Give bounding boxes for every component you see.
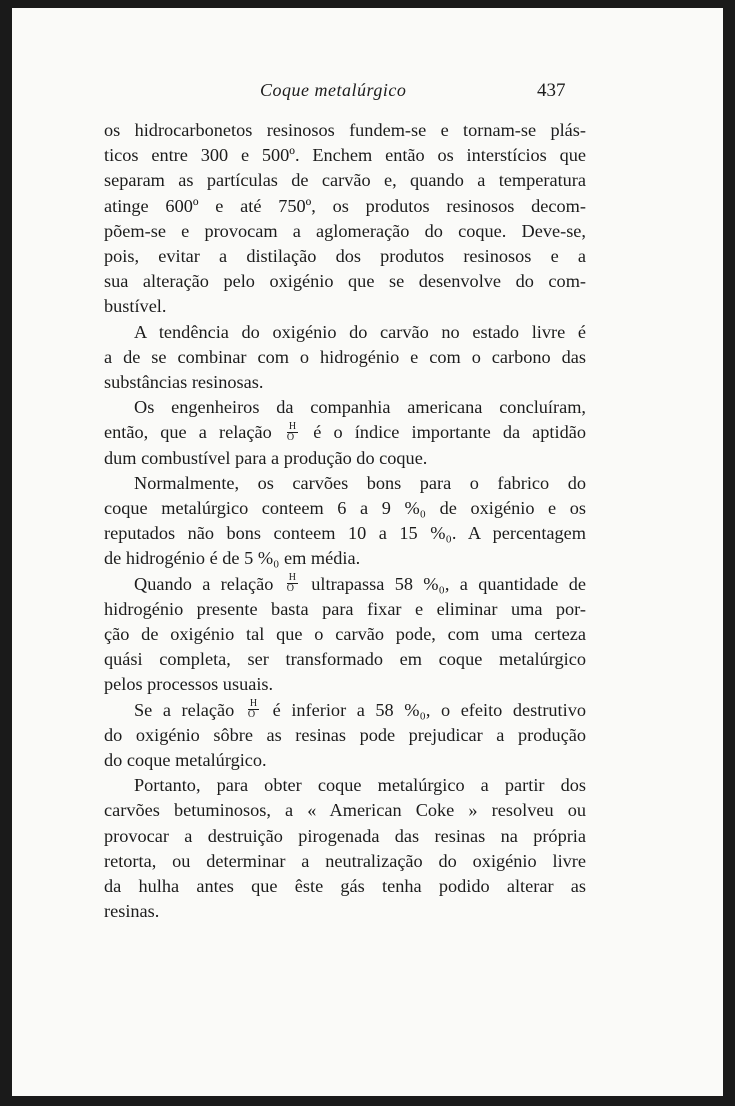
ratio-fraction	[287, 422, 298, 443]
paragraph	[104, 320, 586, 396]
text-line: ticos entre 300 e 500º. Enchem então os interstícios que	[104, 145, 586, 166]
paragraph	[104, 698, 586, 774]
text-line: Os engenheiros da companhia americana concluíram,	[134, 397, 586, 418]
text-line: reputados não bons conteem 10 a 15 %₀. A percentagem	[104, 523, 586, 544]
text-segment: ultrapassa 58 %₀, a quantidade de	[300, 573, 586, 594]
text-line: do coque metalúrgico.	[104, 750, 267, 771]
text-line: provocar a destruição pirogenada das resinas na própria	[104, 825, 586, 846]
text-segment: então, que a relação	[104, 422, 284, 443]
ratio-fraction	[248, 699, 259, 720]
text-line: quási completa, ser transformado em coque metalúrgico	[104, 649, 586, 670]
text-line: substâncias resinosas.	[104, 372, 264, 393]
ratio-fraction	[287, 573, 298, 594]
book-page	[12, 8, 723, 1096]
text-line: bustível.	[104, 296, 167, 317]
text-line: hidrogénio presente basta para fixar e eliminar uma por-	[104, 598, 586, 619]
text-line: põem-se e provocam a aglomeração do coque. Deve-se,	[104, 220, 586, 241]
text-line: pois, evitar a distilação dos produtos resinosos e a	[104, 246, 586, 267]
text-line: de hidrogénio é de 5 %₀ em média.	[104, 548, 361, 569]
text-line: carvões betuminosos, a « American Coke » resolveu ou	[104, 800, 586, 821]
paragraph	[104, 572, 586, 698]
text-line: dum combustível para a produção do coque.	[104, 447, 428, 468]
paragraph	[104, 395, 586, 471]
text-line	[104, 572, 586, 597]
text-line: A tendência do oxigénio do carvão no estado livre é	[134, 321, 586, 342]
text-line: sua alteração pelo oxigénio que se desenvolve do com-	[104, 271, 586, 292]
page-header	[12, 80, 723, 110]
text-line	[104, 420, 586, 445]
text-line: retorta, ou determinar a neutralização do oxigénio livre	[104, 850, 586, 871]
text-segment: Quando a relação	[134, 573, 284, 594]
fraction-denominator: O	[247, 708, 256, 720]
fraction-numerator: H	[288, 420, 297, 432]
text-line: resinas.	[104, 901, 160, 922]
text-line: a de se combinar com o hidrogénio e com o carbono das	[104, 346, 586, 367]
body-text	[104, 118, 586, 925]
paragraph	[104, 773, 586, 924]
text-line: da hulha antes que êste gás tenha podido alterar as	[104, 876, 586, 897]
text-segment: é inferior a 58 %₀, o efeito destrutivo	[262, 699, 586, 720]
text-line: Normalmente, os carvões bons para o fabrico do	[134, 472, 586, 493]
fraction-numerator: H	[249, 697, 258, 709]
text-line: pelos processos usuais.	[104, 674, 274, 695]
fraction-numerator: H	[288, 571, 296, 583]
text-line: coque metalúrgico conteem 6 a 9 %₀ de oxigénio e os	[104, 498, 586, 519]
text-line: ção de oxigénio tal que o carvão pode, com uma certeza	[104, 624, 586, 645]
text-line: os hidrocarbonetos resinosos fundem-se e tornam-se plás-	[104, 120, 586, 140]
paragraph	[104, 471, 586, 572]
fraction-denominator: O	[286, 582, 294, 594]
text-segment: Se a relação	[134, 699, 245, 720]
text-segment: é o índice importante da aptidão	[301, 422, 586, 443]
text-line: Portanto, para obter coque metalúrgico a partir dos	[134, 775, 586, 796]
text-line	[104, 698, 586, 723]
text-line: atinge 600º e até 750º, os produtos resinosos decom-	[104, 195, 586, 216]
running-title: Coque metalúrgico	[260, 80, 407, 100]
page-number: 437	[537, 80, 566, 101]
fraction-denominator: O	[286, 431, 295, 443]
text-line: do oxigénio sôbre as resinas pode prejudicar a produção	[104, 724, 586, 745]
paragraph	[104, 118, 586, 320]
text-line: separam as partículas de carvão e, quando a temperatura	[104, 170, 586, 191]
